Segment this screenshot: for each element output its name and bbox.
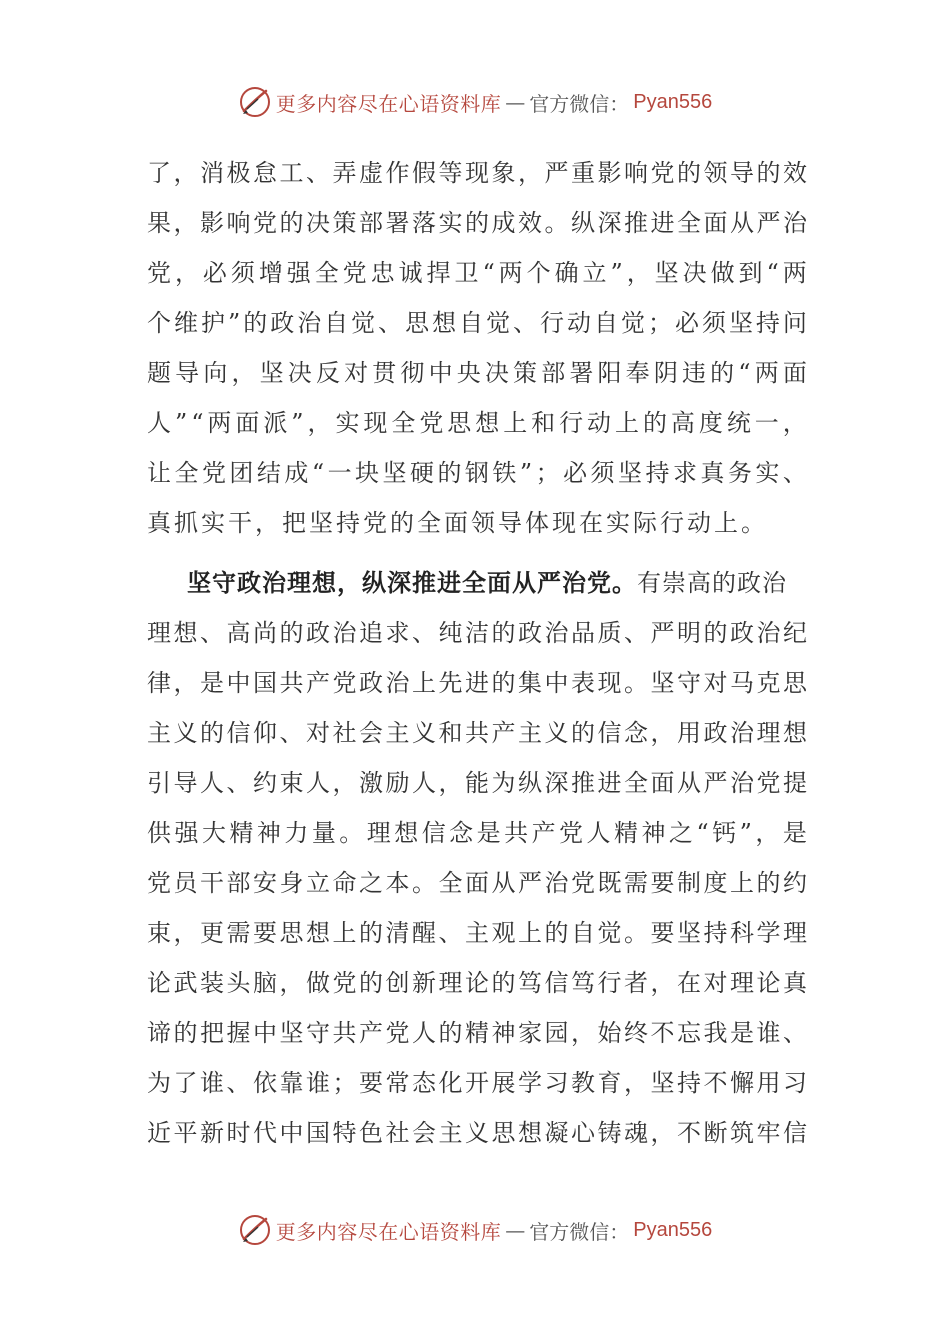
wechat-id: Pyan556	[633, 90, 713, 113]
paragraph-2	[147, 558, 807, 1158]
text-line: 谛 的 把 握 中 坚 守 共 产 党 人 的 精 神 家 园 ， 始 终 不 忘 我 是 谁 、	[147, 1019, 807, 1047]
text-line: 律 ， 是 中 国 共 产 党 政 治 上 先 进 的 集 中 表 现 。 坚 守 对 马 克 思	[147, 669, 807, 697]
text-line: 引 导 人 、 约 束 人 ， 激 励 人 ， 能 为 纵 深 推 进 全 面 从 严 治 党 提	[147, 769, 807, 797]
text-line: 理 想 、 高 尚 的 政 治 追 求 、 纯 洁 的 政 治 品 质 、 严 明 的 政 治 纪	[147, 619, 807, 647]
footer-banner	[0, 1208, 950, 1252]
text-line: 近 平 新 时 代 中 国 特 色 社 会 主 义 思 想 凝 心 铸 魂 ， 不 断 筑 牢 信	[147, 1119, 807, 1147]
text-line: 论 武 装 头 脑 ， 做 党 的 创 新 理 论 的 笃 信 笃 行 者 ， 在 对 理 论 真	[147, 969, 807, 997]
paragraph-1	[147, 148, 807, 548]
brand-text: 更多内容尽在心语资料库	[275, 1219, 502, 1244]
text-line: 了 ， 消 极 怠 工 、 弄 虚 作 假 等 现 象 ， 严 重 影 响 党 的 领 导 的 效	[147, 159, 807, 187]
text-line: 党 员 干 部 安 身 立 命 之 本 。 全 面 从 严 治 党 既 需 要 制 度 上 的 约	[147, 869, 807, 897]
paragraph-2-first-line	[147, 558, 807, 608]
text-line: 党 ， 必 须 增 强 全 党 忠 诚 捍 卫 “ 两 个 确 立 ” ， 坚 决 做 到 “ 两	[147, 259, 807, 287]
document-body	[147, 148, 807, 1158]
banner-separator: —	[505, 90, 526, 114]
wechat-id: Pyan556	[633, 1218, 713, 1241]
wechat-label: 官方微信：	[529, 91, 630, 116]
wechat-label: 官方微信：	[529, 1219, 630, 1244]
text-line: 主 义 的 信 仰 、 对 社 会 主 义 和 共 产 主 义 的 信 念 ， 用 政 治 理 想	[147, 719, 807, 747]
text-line: 个 维 护 ” 的 政 治 自 觉 、 思 想 自 觉 、 行 动 自 觉 ； 必 须 坚 持 问	[147, 309, 807, 337]
text-line: 为 了 谁 、 依 靠 谁 ； 要 常 态 化 开 展 学 习 教 育 ， 坚 持 不 懈 用 习	[147, 1069, 807, 1097]
text-line: 题 导 向 ， 坚 决 反 对 贯 彻 中 央 决 策 部 署 阳 奉 阴 违 的 “ 两 面	[147, 359, 807, 387]
text-line: 人 ” “ 两 面 派 ” ， 实 现 全 党 思 想 上 和 行 动 上 的 高 度 统 一 ，	[147, 409, 807, 437]
text-line: 让 全 党 团 结 成 “ 一 块 坚 硬 的 钢 铁 ” ； 必 须 坚 持 求 真 务 实 、	[147, 459, 807, 487]
text-line: 束 ， 更 需 要 思 想 上 的 清 醒 、 主 观 上 的 自 觉 。 要 坚 持 科 学 理	[147, 919, 807, 947]
text-line: 果 ， 影 响 党 的 决 策 部 署 落 实 的 成 效 。 纵 深 推 进 全 面 从 严 治	[147, 209, 807, 237]
header-banner	[0, 80, 950, 124]
first-line-rest: 有崇高的政治	[637, 569, 787, 597]
pen-signature-icon	[238, 1213, 272, 1247]
brand-text: 更多内容尽在心语资料库	[275, 91, 502, 116]
text-line: 真抓实干，把坚持党的全面领导体现在实际行动上。	[147, 509, 768, 537]
banner-separator: —	[505, 1218, 526, 1242]
pen-signature-icon	[238, 85, 272, 119]
paragraph-lead-heading: 坚守政治理想，纵深推进全面从严治党。	[187, 569, 637, 597]
text-line: 供 强 大 精 神 力 量 。 理 想 信 念 是 共 产 党 人 精 神 之 “ 钙 ” ， 是	[147, 819, 807, 847]
